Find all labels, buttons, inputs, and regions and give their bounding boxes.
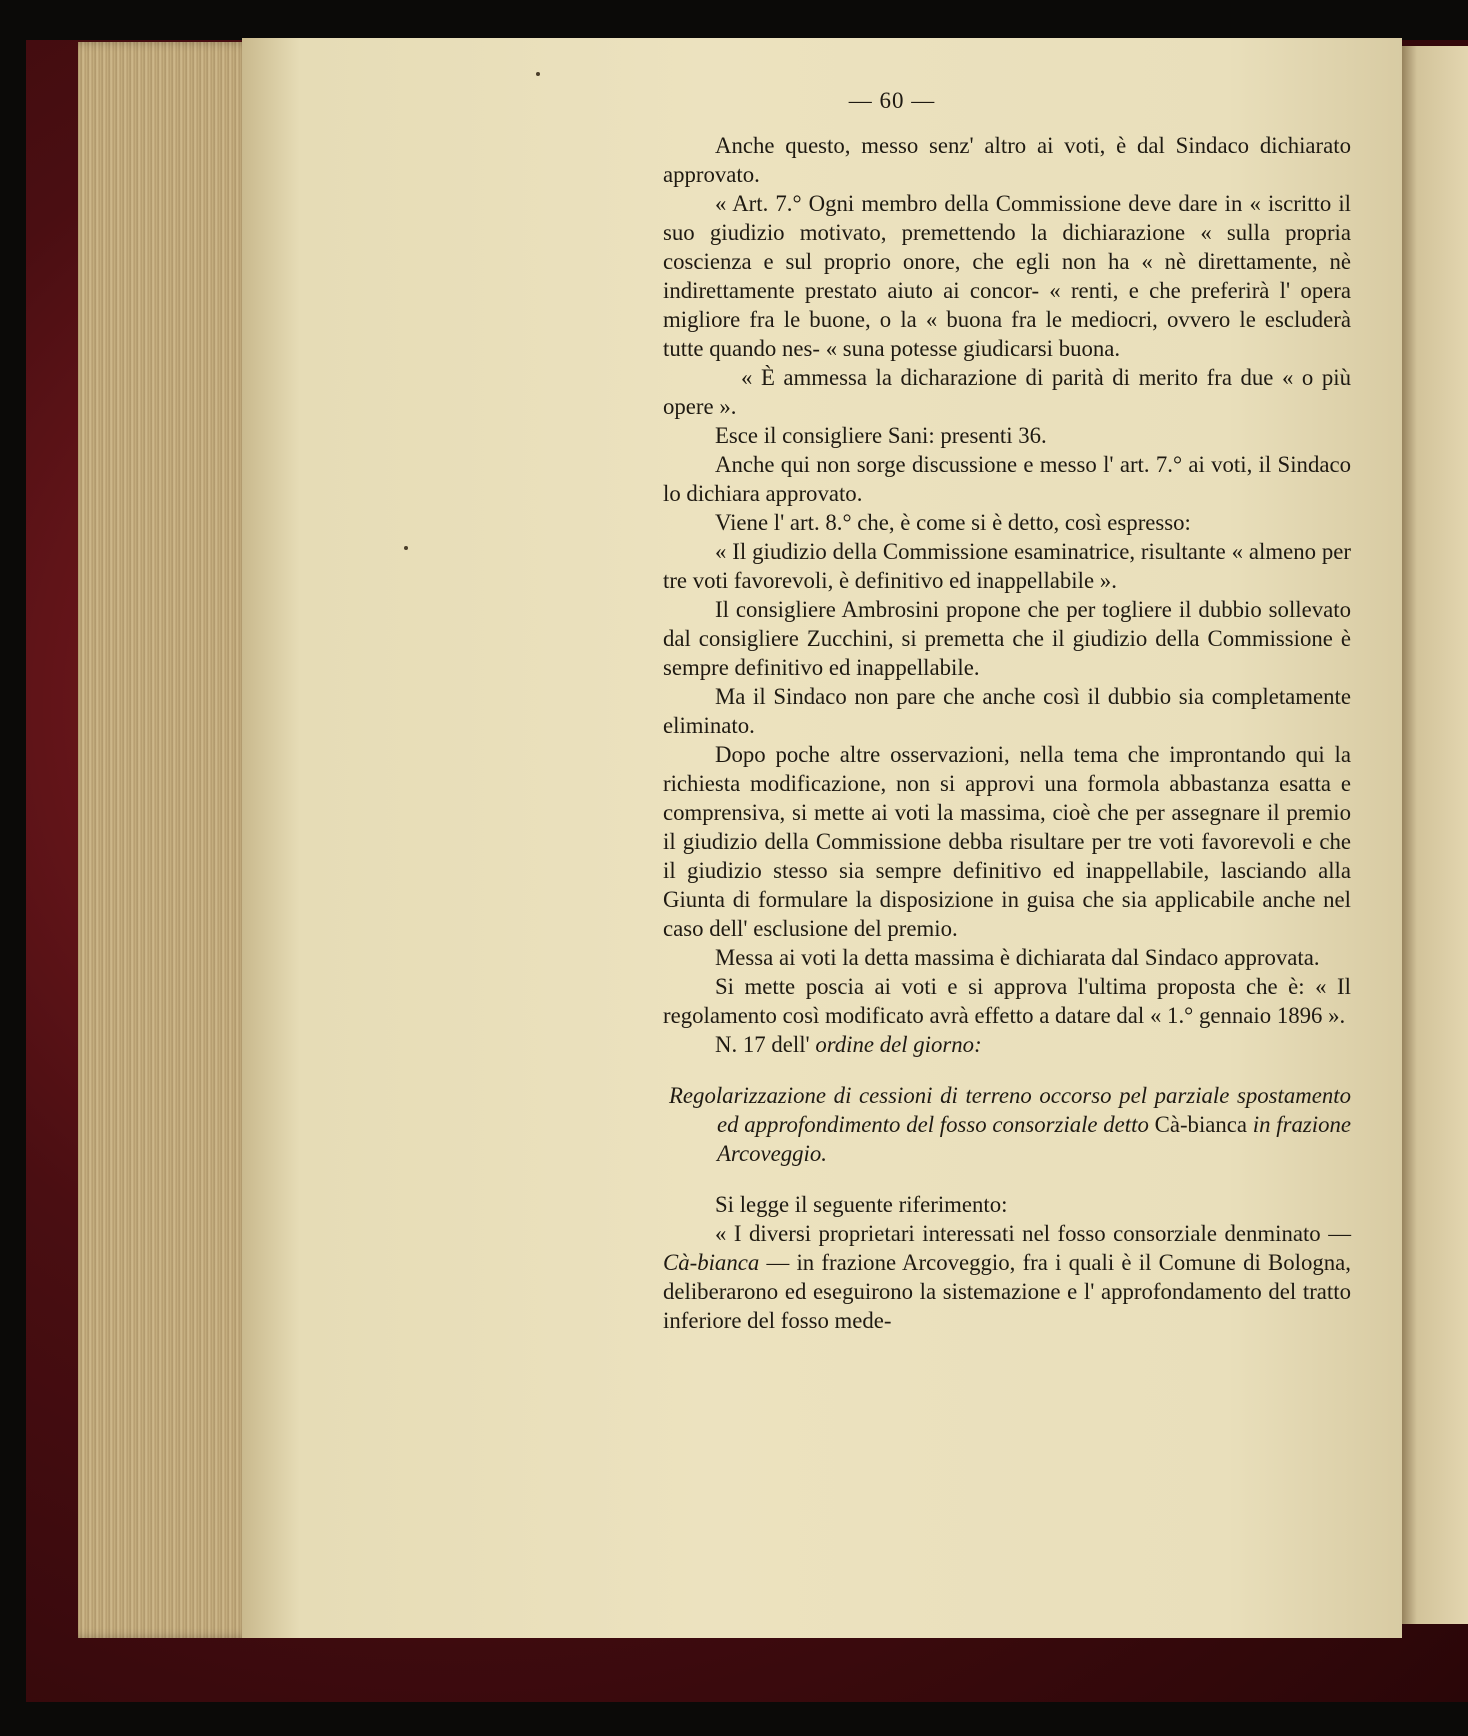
main-text <box>663 131 1351 1335</box>
section-heading <box>663 1081 1351 1168</box>
paragraph: Messa ai voti la detta massima è dichiarata dal Sindaco approvata. <box>715 945 1320 970</box>
ink-speck <box>536 72 540 76</box>
page-number: — 60 — <box>848 88 936 113</box>
paragraph: Il consigliere Ambrosini propone che per togliere il dubbio sollevato dal consigliere Zucchini, si premetta che il giudizio della Commissione è sempre definitivo ed inappellabile. <box>663 597 1351 680</box>
paragraph: Si legge il seguente riferimento: <box>715 1192 1008 1217</box>
facing-page-edge <box>1400 46 1468 1624</box>
final-italic: Cà-bianca <box>663 1250 760 1275</box>
paragraph: Ma il Sindaco non pare che anche così il dubbio sia completamente eliminato. <box>663 684 1351 738</box>
paragraph: Viene l' art. 8.° che, è come si è detto, così espresso: <box>715 510 1191 535</box>
page-edges <box>78 42 253 1638</box>
paragraph: « Il giudizio della Commissione esaminatrice, risultante « almeno per tre voti favorevoli, è definitivo ed inappellabile ». <box>663 539 1351 593</box>
heading-roman: Cà-bianca <box>1154 1112 1248 1137</box>
paragraph: Esce il consigliere Sani: presenti 36. <box>715 423 1047 448</box>
paragraph <box>663 1219 1351 1335</box>
paragraph: Anche qui non sorge discussione e messo l' art. 7.° ai voti, il Sindaco lo dichiara approvato. <box>663 452 1351 506</box>
paragraph: Si mette poscia ai voti e si approva l'ultima proposta che è: « Il regolamento così modificato avrà effetto a datare dal « 1.° gennaio 1896 ». <box>663 974 1351 1028</box>
order-italic: ordine del giorno: <box>815 1032 982 1057</box>
paragraph: Anche questo, messo senz' altro ai voti, è dal Sindaco dichiarato approvato. <box>663 133 1351 187</box>
order-item <box>663 1030 1351 1059</box>
order-prefix: N. 17 dell' <box>715 1032 810 1057</box>
paragraph: « Art. 7.° Ogni membro della Commissione deve dare in « iscritto il suo giudizio motivato, premettendo la dichiarazione « sulla propria coscienza e sul proprio onore, che egli non ha « nè direttamente, nè indirettamente prestato aiuto ai concor- « renti, e che preferirà l' opera migliore fra le buone, o la « buona fra le mediocri, ovvero le escluderà tutte quando nes- « suna potesse giudicarsi buona. <box>663 191 1351 361</box>
paragraph: Dopo poche altre osservazioni, nella tema che improntando qui la richiesta modificazione, non si approvi una formola abbastanza esatta e comprensiva, si mette ai voti la massima, cioè che per assegnare il premio il giudizio della Commissione debba risultare per tre voti favorevoli e che il giudizio stesso sia sempre definitivo ed inappellabile, lasciando alla Giunta di formulare la disposizione in guisa che sia applicabile anche nel caso dell' esclusione del premio. <box>663 742 1351 941</box>
heading-part1: Regolarizzazione di cessioni di terreno occorso pel parziale spostamento ed approfondimento del fosso consorziale detto <box>669 1083 1351 1137</box>
heading-part2: in frazione Arcoveggio. <box>717 1112 1351 1166</box>
final-part1: « I diversi proprietari interessati nel fosso consorziale denminato — <box>715 1221 1351 1246</box>
ink-speck <box>404 546 408 550</box>
paragraph: « È ammessa la dicharazione di parità di merito fra due « o più opere ». <box>663 365 1351 419</box>
final-part2: — in frazione Arcoveggio, fra i quali è il Comune di Bologna, deliberarono ed eseguirono la sistemazione e l' approfondamento del tratto inferiore del fosso mede- <box>663 1250 1351 1333</box>
